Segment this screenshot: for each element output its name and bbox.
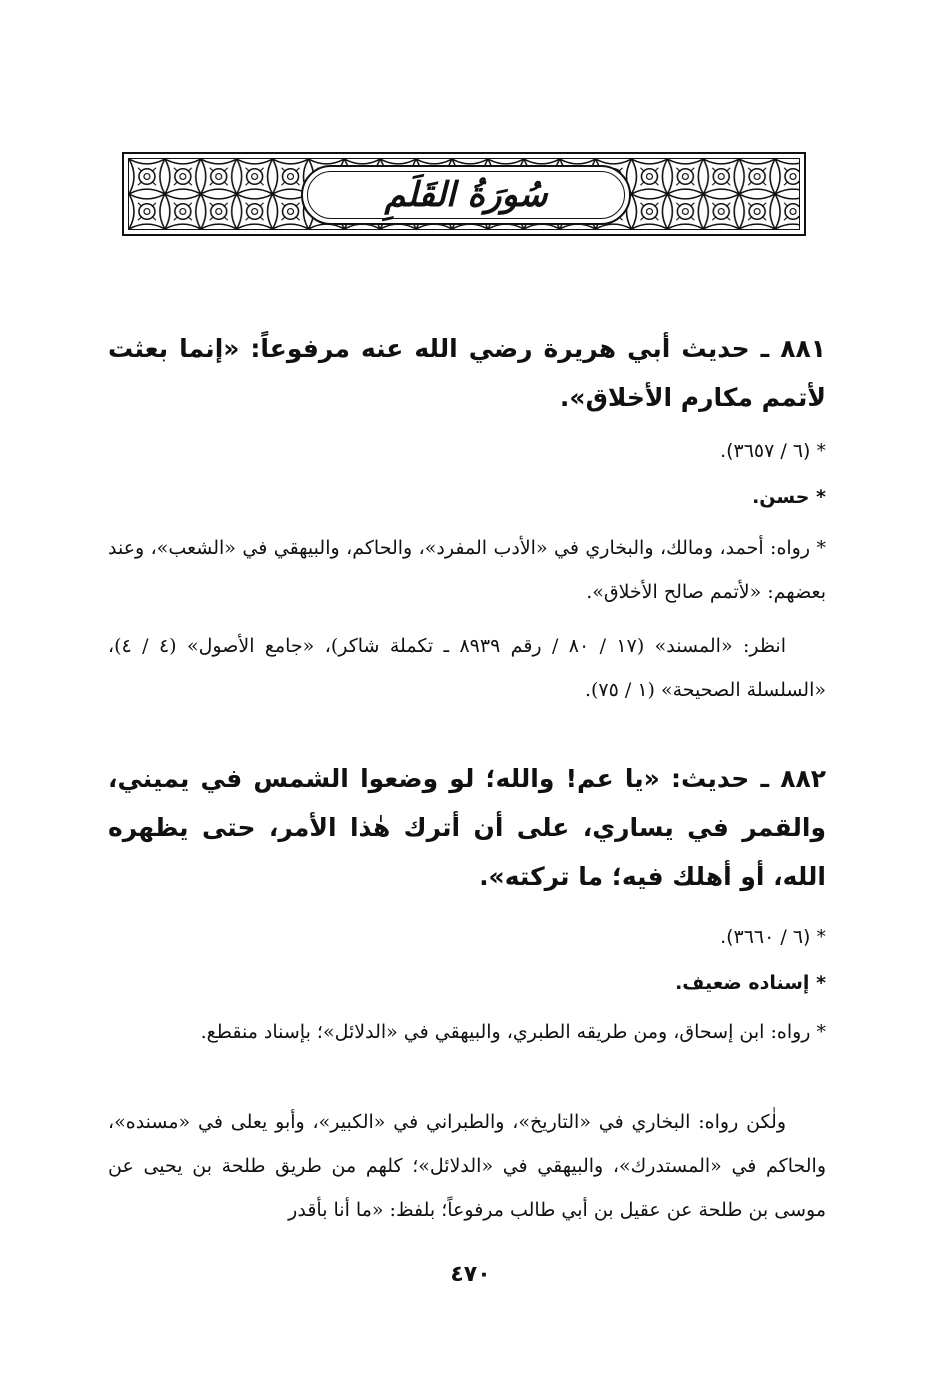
title-cartouche	[301, 165, 631, 225]
hadith-881-title: ٨٨١ ـ حديث أبي هريرة رضي الله عنه مرفوعاً: «إنما بعثت لأتمم مكارم الأخلاق».	[108, 334, 826, 412]
hadith-882-continuation: ولٰكن رواه: البخاري في «التاريخ»، والطبراني في «الكبير»، وأبو يعلى في «مسنده»، والحاكم في «المستدرك»، والبيهقي في «الدلائل»؛ كلهم من طريق طلحة بن يحيى عن موسى بن طلحة عن عقيل بن أبي طالب مرفوعاً؛ بلفظ: «ما أنا بأقدر	[108, 1111, 826, 1221]
surah-banner	[122, 152, 806, 236]
hadith-881-narration: * رواه: أحمد، ومالك، والبخاري في «الأدب المفرد»، والحاكم، والبيهقي في «الشعب»، وعند بعضهم: «لأتمم صالح الأخلاق».	[108, 537, 826, 603]
hadith-881-see-also: انظر: «المسند» (١٧ / ٨٠ / رقم ٨٩٣٩ ـ تكملة شاكر)، «جامع الأصول» (٤ / ٤)، «السلسلة الصحيحة» (١ / ٧٥).	[108, 635, 826, 701]
page-number: ٤٧٠	[450, 1262, 491, 1287]
hadith-882-title: ٨٨٢ ـ حديث: «يا عم! والله؛ لو وضعوا الشمس في يميني، والقمر في يساري، على أن أترك هٰذا الأمر، حتى يظهره الله، أو أهلك فيه؛ ما تركته».	[108, 764, 826, 891]
hadith-882-grade: * إسناده ضعيف.	[675, 972, 826, 994]
hadith-882-reference: * (٦ / ٣٦٦٠).	[720, 926, 826, 948]
banner-frame	[128, 158, 800, 230]
hadith-881-reference: * (٦ / ٣٦٥٧).	[720, 440, 826, 462]
hadith-881-grade: * حسن.	[752, 486, 826, 508]
hadith-882-narration: * رواه: ابن إسحاق، ومن طريقه الطبري، والبيهقي في «الدلائل»؛ بإسناد منقطع.	[200, 1021, 826, 1043]
surah-title: سُورَةُ القَلَمِ	[384, 175, 548, 215]
